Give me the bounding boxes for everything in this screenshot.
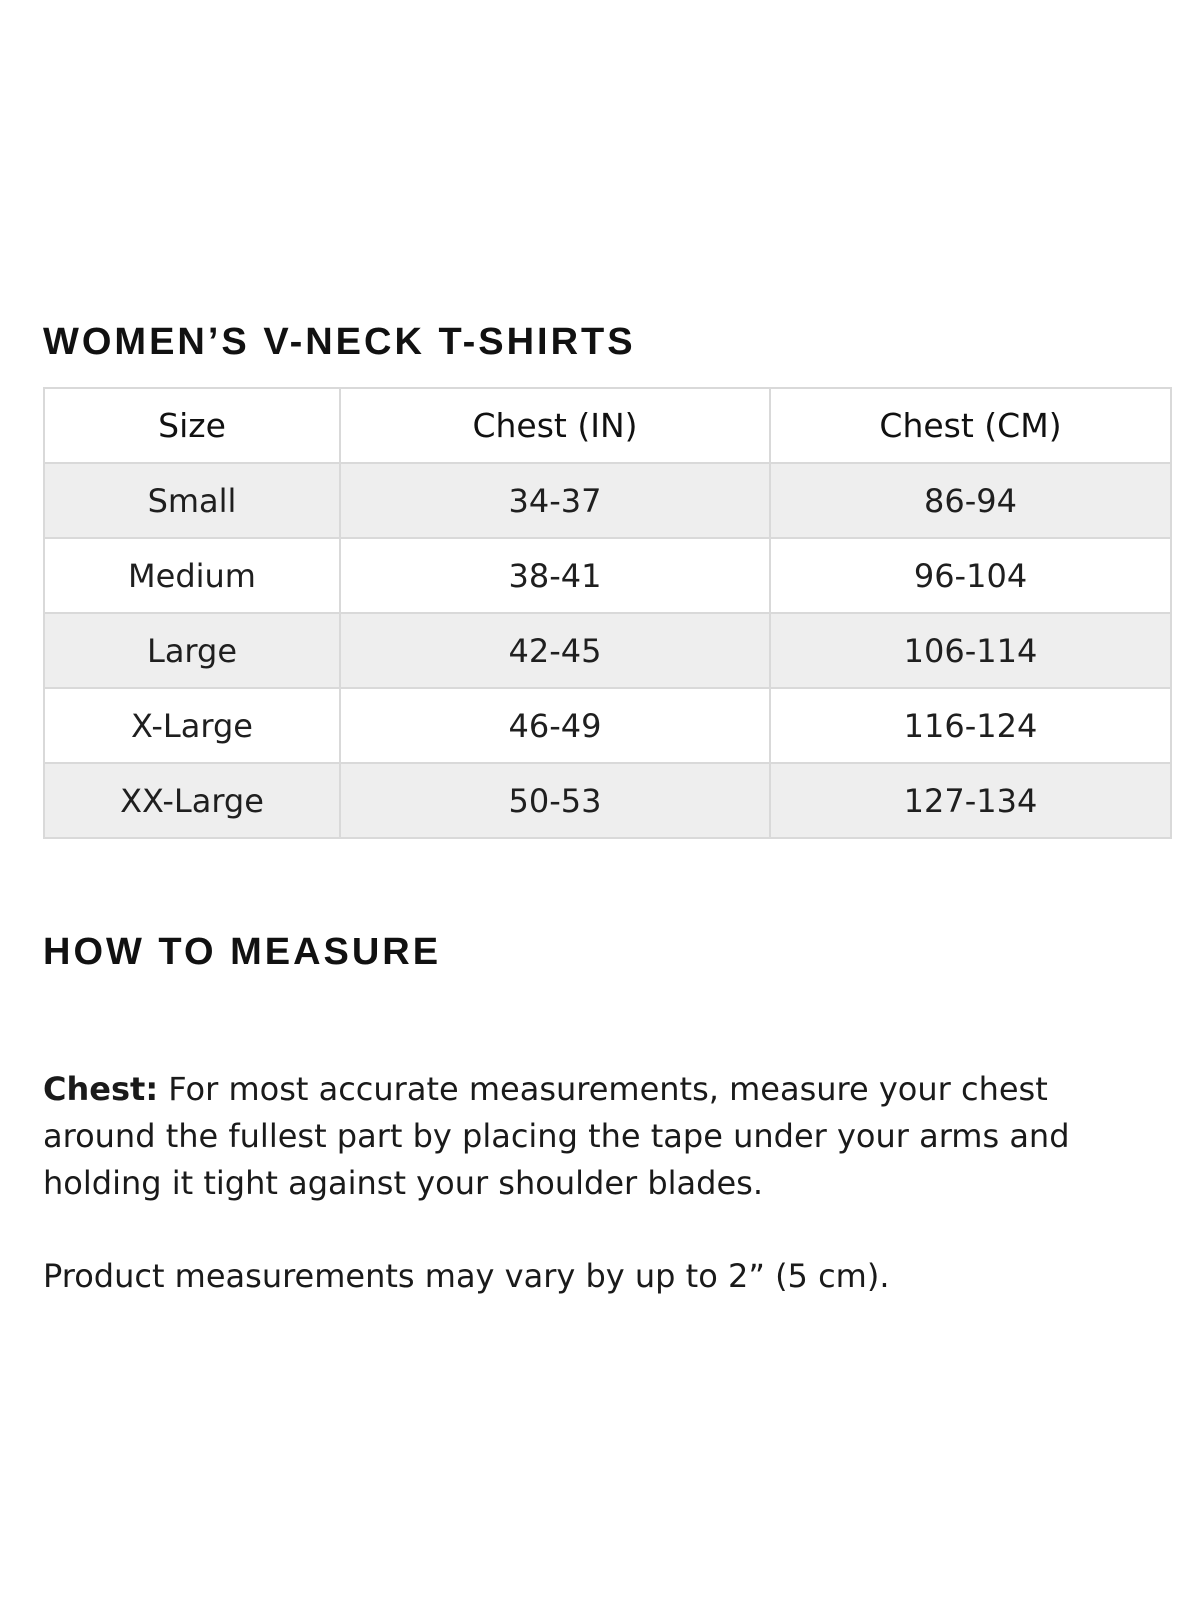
- size-cell: Small: [44, 463, 340, 538]
- table-row: [44, 763, 1171, 838]
- size-cell: Medium: [44, 538, 340, 613]
- size-chart-table: [43, 387, 1172, 839]
- column-header-chest-in: Chest (IN): [340, 388, 770, 463]
- chest-cm-cell: 116-124: [770, 688, 1171, 763]
- chest-cm-cell: 106-114: [770, 613, 1171, 688]
- table-row: [44, 613, 1171, 688]
- chest-in-cell: 38-41: [340, 538, 770, 613]
- table-row: [44, 688, 1171, 763]
- column-header-chest-cm: Chest (CM): [770, 388, 1171, 463]
- chest-cm-cell: 127-134: [770, 763, 1171, 838]
- chest-in-cell: 50-53: [340, 763, 770, 838]
- chest-cm-cell: 96-104: [770, 538, 1171, 613]
- chest-instructions: [43, 1066, 1168, 1207]
- page-title: WOMEN’S V-NECK T-SHIRTS: [43, 321, 636, 363]
- chest-cm-cell: 86-94: [770, 463, 1171, 538]
- table-row: [44, 538, 1171, 613]
- chest-in-cell: 34-37: [340, 463, 770, 538]
- size-cell: XX-Large: [44, 763, 340, 838]
- chest-description: For most accurate measurements, measure your chest around the fullest part by placing the tape under your arms and holding it tight against your shoulder blades.: [43, 1070, 1070, 1202]
- measurement-variance-note: Product measurements may vary by up to 2” (5 cm).: [43, 1257, 890, 1295]
- how-to-measure-heading: HOW TO MEASURE: [43, 931, 442, 973]
- column-header-size: Size: [44, 388, 340, 463]
- size-cell: X-Large: [44, 688, 340, 763]
- chest-in-cell: 42-45: [340, 613, 770, 688]
- size-cell: Large: [44, 613, 340, 688]
- chest-label: Chest:: [43, 1070, 159, 1108]
- table-header-row: [44, 388, 1171, 463]
- chest-in-cell: 46-49: [340, 688, 770, 763]
- table-row: [44, 463, 1171, 538]
